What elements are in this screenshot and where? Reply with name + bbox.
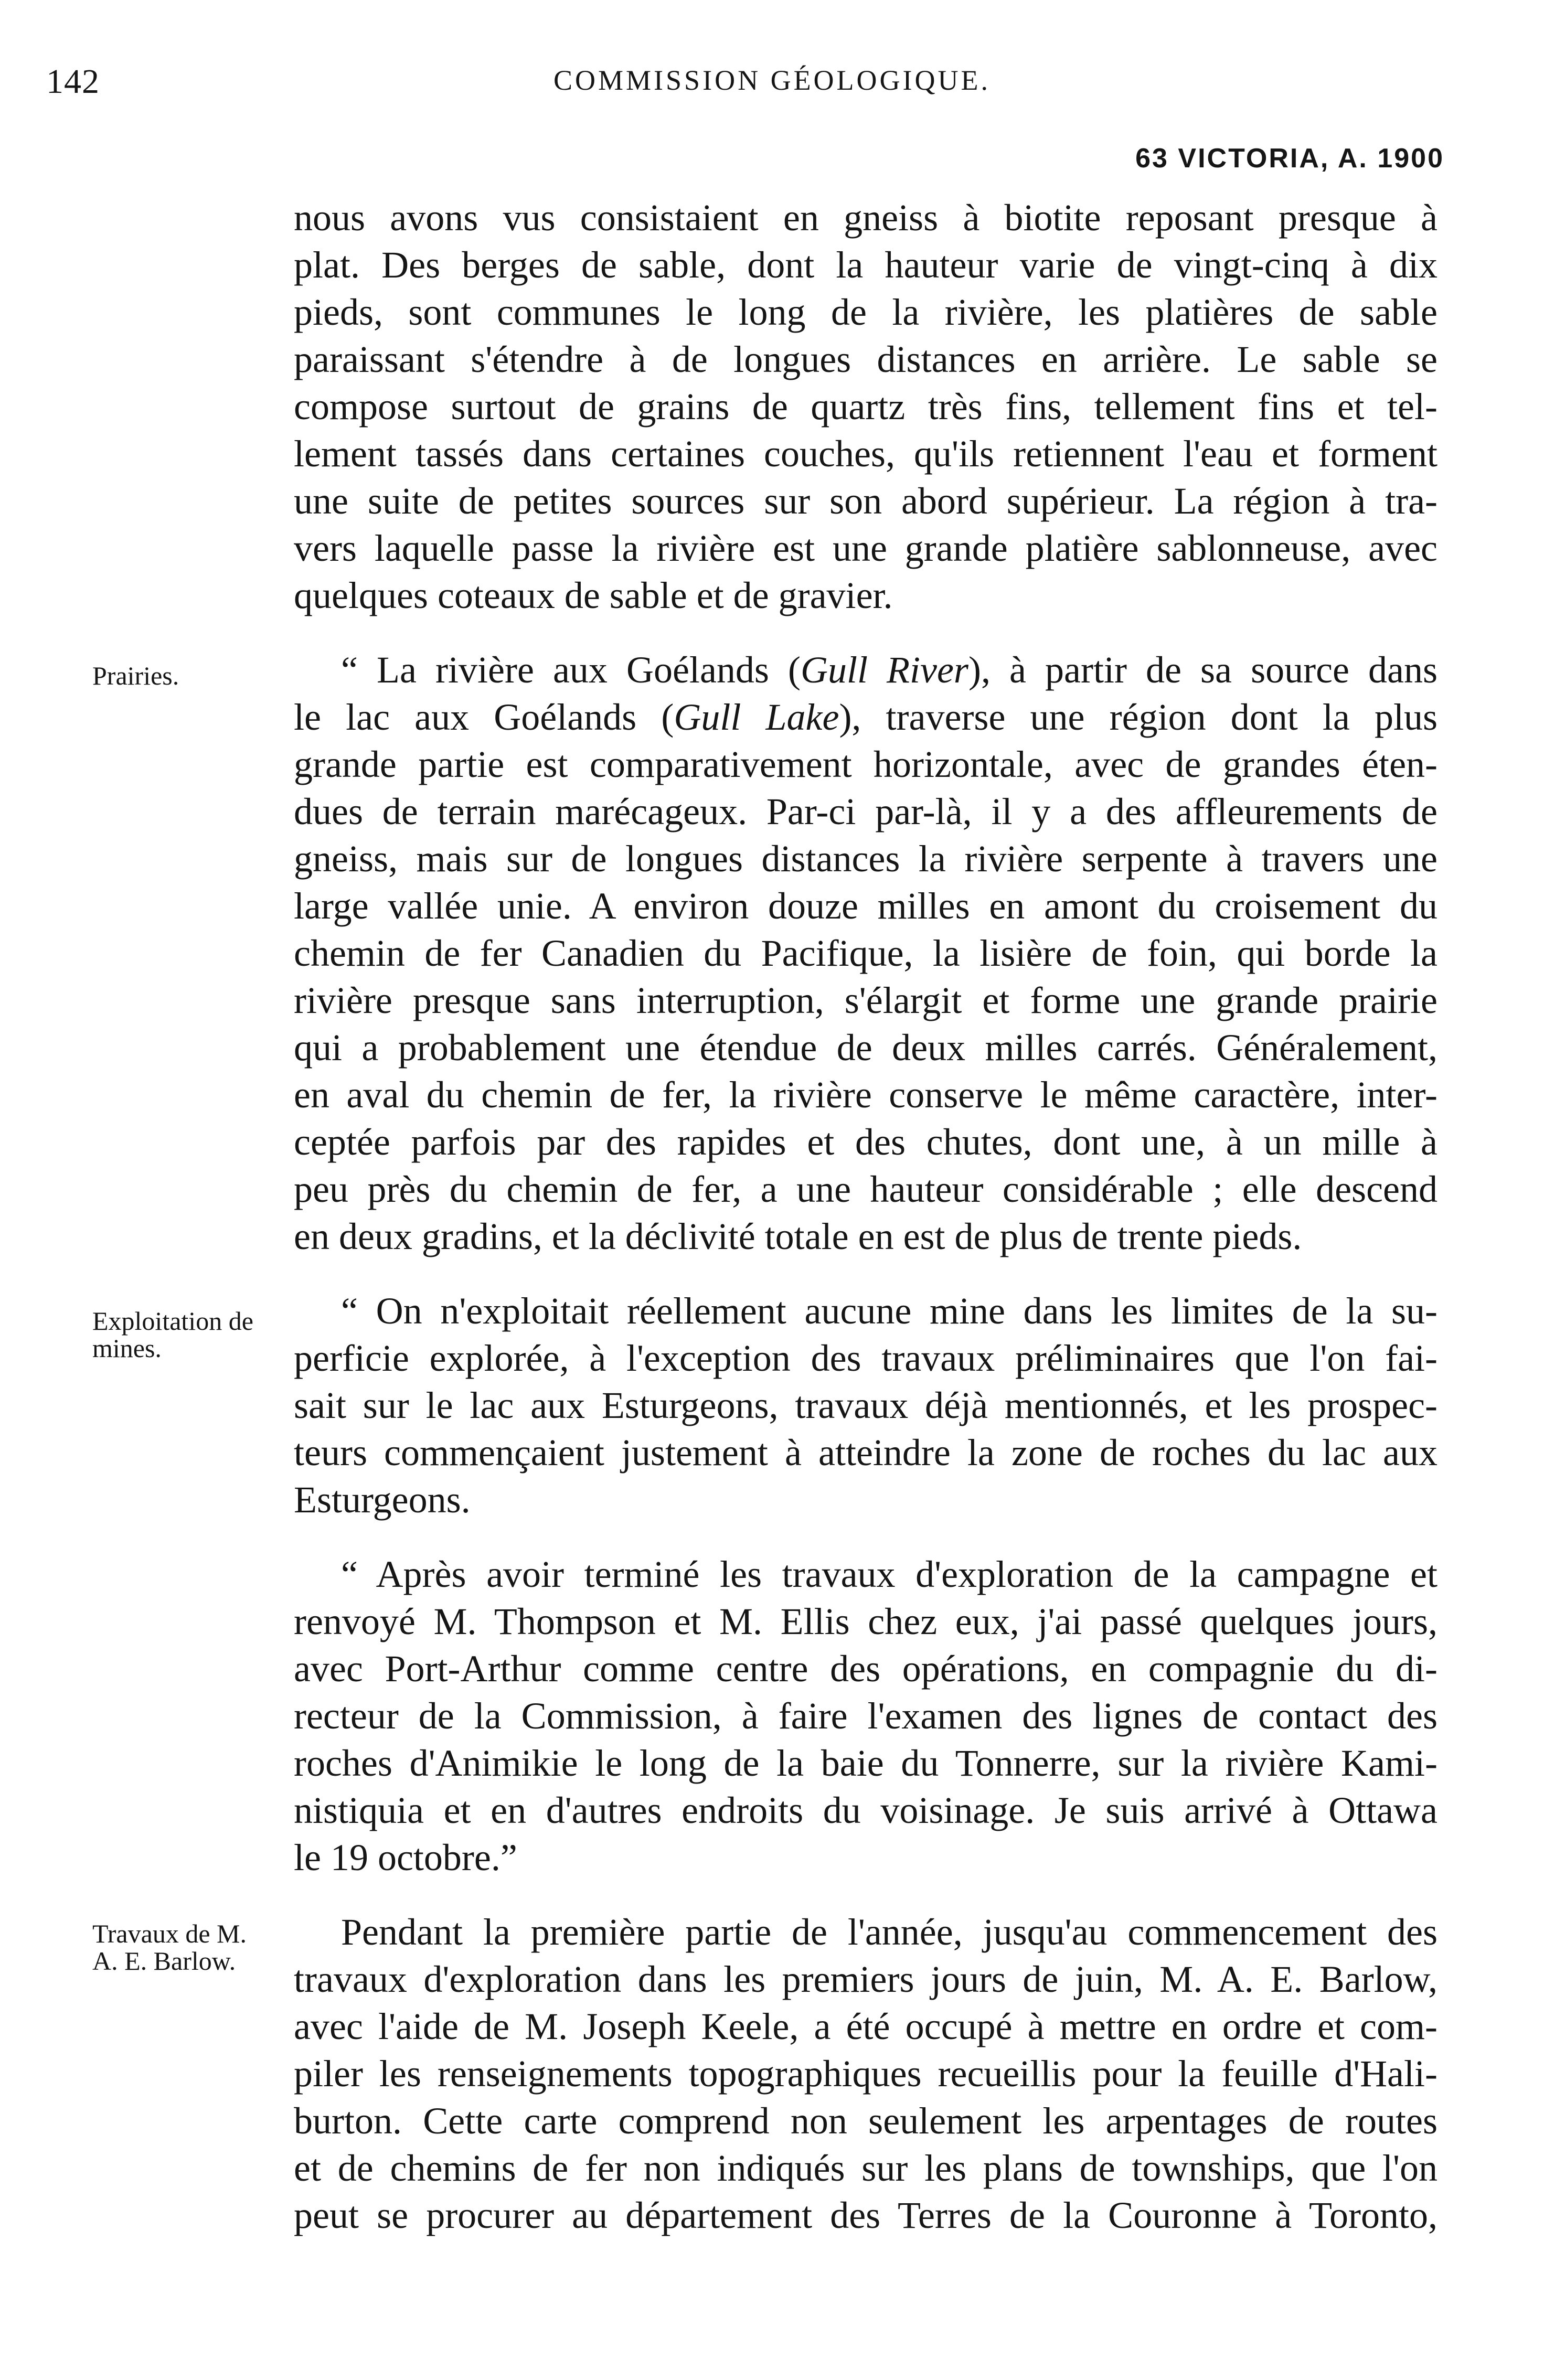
paragraph-4 (294, 1551, 1437, 1881)
text-line: en deux gradins, et la déclivité totale en est de plus de trente pieds. (294, 1215, 1302, 1257)
text-line: piler les renseignements topographiques recueillis pour la feuille d'Hali- (294, 2053, 1437, 2095)
text-line: le 19 octobre.” (294, 1837, 517, 1879)
italic-river-name: Gull River (800, 649, 968, 691)
text-segment: ), à partir de sa source dans (968, 649, 1438, 691)
text-line: chemin de fer Canadien du Pacifique, la lisière de foin, qui borde la (294, 932, 1437, 974)
text-line: renvoyé M. Thompson et M. Ellis chez eux, j'ai passé quelques jours, (294, 1600, 1437, 1642)
text-line: avec l'aide de M. Joseph Keele, a été occupé à mettre en ordre et com- (294, 2005, 1437, 2047)
paragraph-5 (294, 1908, 1437, 2239)
text-line: dues de terrain marécageux. Par-ci par-là, il y a des affleurements de (294, 791, 1437, 833)
text-line: plat. Des berges de sable, dont la hauteur varie de vingt-cinq à dix (294, 244, 1437, 286)
text-line: quelques coteaux de sable et de gravier. (294, 574, 893, 616)
italic-lake-name: Gull Lake (674, 696, 839, 738)
body-text (294, 194, 1437, 2239)
text-line: peut se procurer au département des Terres de la Couronne à Toronto, (294, 2194, 1437, 2236)
text-segment: ), traverse une région dont la plus (839, 696, 1437, 738)
margin-note-exploitation: Exploitation de mines. (92, 1306, 253, 1363)
text-line: lement tassés dans certaines couches, qu'ils retiennent l'eau et forment (294, 433, 1437, 475)
margin-note-barlow: Travaux de M. A. E. Barlow. (92, 1919, 247, 1976)
text-line: gneiss, mais sur de longues distances la rivière serpente à travers une (294, 838, 1437, 880)
text-segment: “ La rivière aux Goélands ( (341, 649, 801, 691)
text-line: en aval du chemin de fer, la rivière conserve le même caractère, inter- (294, 1074, 1437, 1116)
text-line: avec Port-Arthur comme centre des opérations, en compagnie du di- (294, 1648, 1437, 1690)
paragraph-1 (294, 194, 1437, 619)
text-line: vers laquelle passe la rivière est une grande platière sablonneuse, avec (294, 527, 1437, 569)
text-line: qui a probablement une étendue de deux milles carrés. Généralement, (294, 1027, 1437, 1069)
text-line: travaux d'exploration dans les premiers jours de juin, M. A. E. Barlow, (294, 1958, 1437, 2000)
paragraph-2 (294, 646, 1437, 1260)
text-line: rivière presque sans interruption, s'élargit et forme une grande prairie (294, 979, 1437, 1021)
text-line: perficie explorée, à l'exception des travaux préliminaires que l'on fai- (294, 1337, 1437, 1379)
text-line: paraissant s'étendre à de longues distances en arrière. Le sable se (294, 338, 1437, 380)
text-line: Pendant la première partie de l'année, jusqu'au commencement des (341, 1911, 1437, 1953)
text-segment: le lac aux Goélands ( (294, 696, 674, 738)
text-line: peu près du chemin de fer, a une hauteur considérable ; elle descend (294, 1168, 1437, 1210)
text-line: nistiquia et en d'autres endroits du voisinage. Je suis arrivé à Ottawa (294, 1789, 1437, 1831)
text-line: ceptée parfois par des rapides et des chutes, dont une, à un mille à (294, 1121, 1437, 1163)
text-line (294, 646, 1437, 693)
text-line: recteur de la Commission, à faire l'examen des lignes de contact des (294, 1695, 1437, 1737)
text-line: “ On n'exploitait réellement aucune mine dans les limites de la su- (341, 1290, 1437, 1332)
page-number: 142 (46, 62, 100, 101)
text-line (294, 693, 1437, 741)
text-line: teurs commençaient justement à atteindre la zone de roches du lac aux (294, 1432, 1437, 1474)
text-line: nous avons vus consistaient en gneiss à biotite reposant presque à (294, 197, 1437, 239)
running-title: COMMISSION GÉOLOGIQUE. (553, 65, 991, 96)
session-mark: 63 VICTORIA, A. 1900 (1135, 143, 1444, 174)
text-line: compose surtout de grains de quartz très fins, tellement fins et tel- (294, 386, 1437, 428)
margin-note-prairies: Prairies. (92, 661, 179, 690)
text-line: pieds, sont communes le long de la rivière, les platières de sable (294, 291, 1437, 333)
text-line: Esturgeons. (294, 1479, 471, 1521)
text-line: “ Après avoir terminé les travaux d'exploration de la campagne et (341, 1553, 1437, 1595)
text-line: roches d'Animikie le long de la baie du Tonnerre, sur la rivière Kami- (294, 1742, 1437, 1784)
text-line: grande partie est comparativement horizontale, avec de grandes éten- (294, 743, 1437, 785)
text-line: et de chemins de fer non indiqués sur les plans de townships, que l'on (294, 2147, 1437, 2189)
text-line: une suite de petites sources sur son abord supérieur. La région à tra- (294, 480, 1437, 522)
paragraph-3 (294, 1287, 1437, 1523)
text-line: burton. Cette carte comprend non seulement les arpentages de routes (294, 2100, 1437, 2142)
text-line: large vallée unie. A environ douze milles en amont du croisement du (294, 885, 1437, 927)
text-line: sait sur le lac aux Esturgeons, travaux déjà mentionnés, et les prospec- (294, 1384, 1437, 1426)
